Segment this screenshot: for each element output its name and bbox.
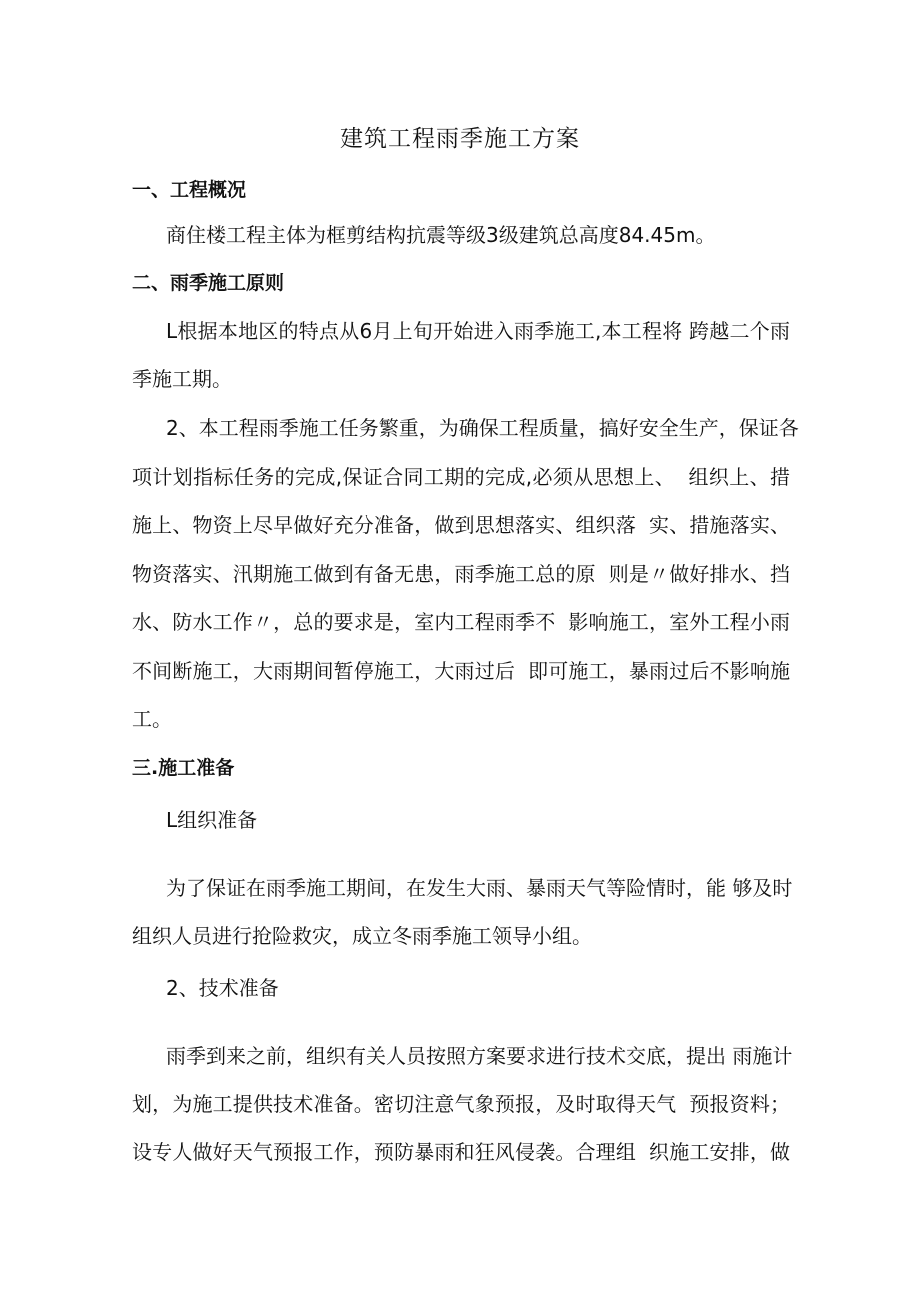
document-title: 建筑工程雨季施工方案: [340, 126, 580, 152]
section-heading-preparation: 三.施工准备: [132, 757, 235, 779]
paragraph-line: L根据本地区的特点从6月上旬开始进入雨季施工,本工程将 跨越二个雨: [166, 319, 790, 343]
subsection-label-technical: 2、技术准备: [166, 976, 279, 1000]
paragraph-line: 物资落实、汛期施工做到有备无患，雨季施工总的原 则是〃做好排水、挡: [132, 562, 790, 586]
paragraph-line: 设专人做好天气预报工作，预防暴雨和狂风侵袭。合理组 织施工安排，做: [132, 1140, 790, 1164]
paragraph-line: 2、本工程雨季施工任务繁重，为确保工程质量，搞好安全生产，保证各: [166, 416, 799, 440]
paragraph-line: 季施工期。: [132, 367, 232, 391]
paragraph-line: 为了保证在雨季施工期间，在发生大雨、暴雨天气等险情时，能 够及时: [166, 876, 793, 900]
section-heading-overview: 一、工程概况: [132, 179, 247, 201]
paragraph-line: 水、防水工作〃，总的要求是，室内工程雨季不 影响施工，室外工程小雨: [132, 610, 790, 634]
paragraph-line: 项计划指标任务的完成,保证合同工期的完成,必须从思想上、 组织上、措: [132, 465, 790, 489]
subsection-label-organization: L组织准备: [166, 808, 258, 832]
paragraph-line: 划，为施工提供技术准备。密切注意气象预报，及时取得天气 预报资料；: [132, 1092, 790, 1116]
paragraph-line: 商住楼工程主体为框剪结构抗震等级3级建筑总高度84.45m。: [166, 223, 716, 247]
paragraph-line: 雨季到来之前，组织有关人员按照方案要求进行技术交底，提出 雨施计: [166, 1044, 793, 1068]
section-heading-principles: 二、雨季施工原则: [132, 272, 285, 294]
paragraph-line: 工。: [132, 707, 172, 731]
paragraph-line: 不间断施工，大雨期间暂停施工，大雨过后 即可施工，暴雨过后不影响施: [132, 659, 790, 683]
paragraph-line: 施上、物资上尽早做好充分准备，做到思想落实、组织落 实、措施落实、: [132, 513, 790, 537]
paragraph-line: 组织人员进行抢险救灾，成立冬雨季施工领导小组。: [132, 924, 592, 948]
